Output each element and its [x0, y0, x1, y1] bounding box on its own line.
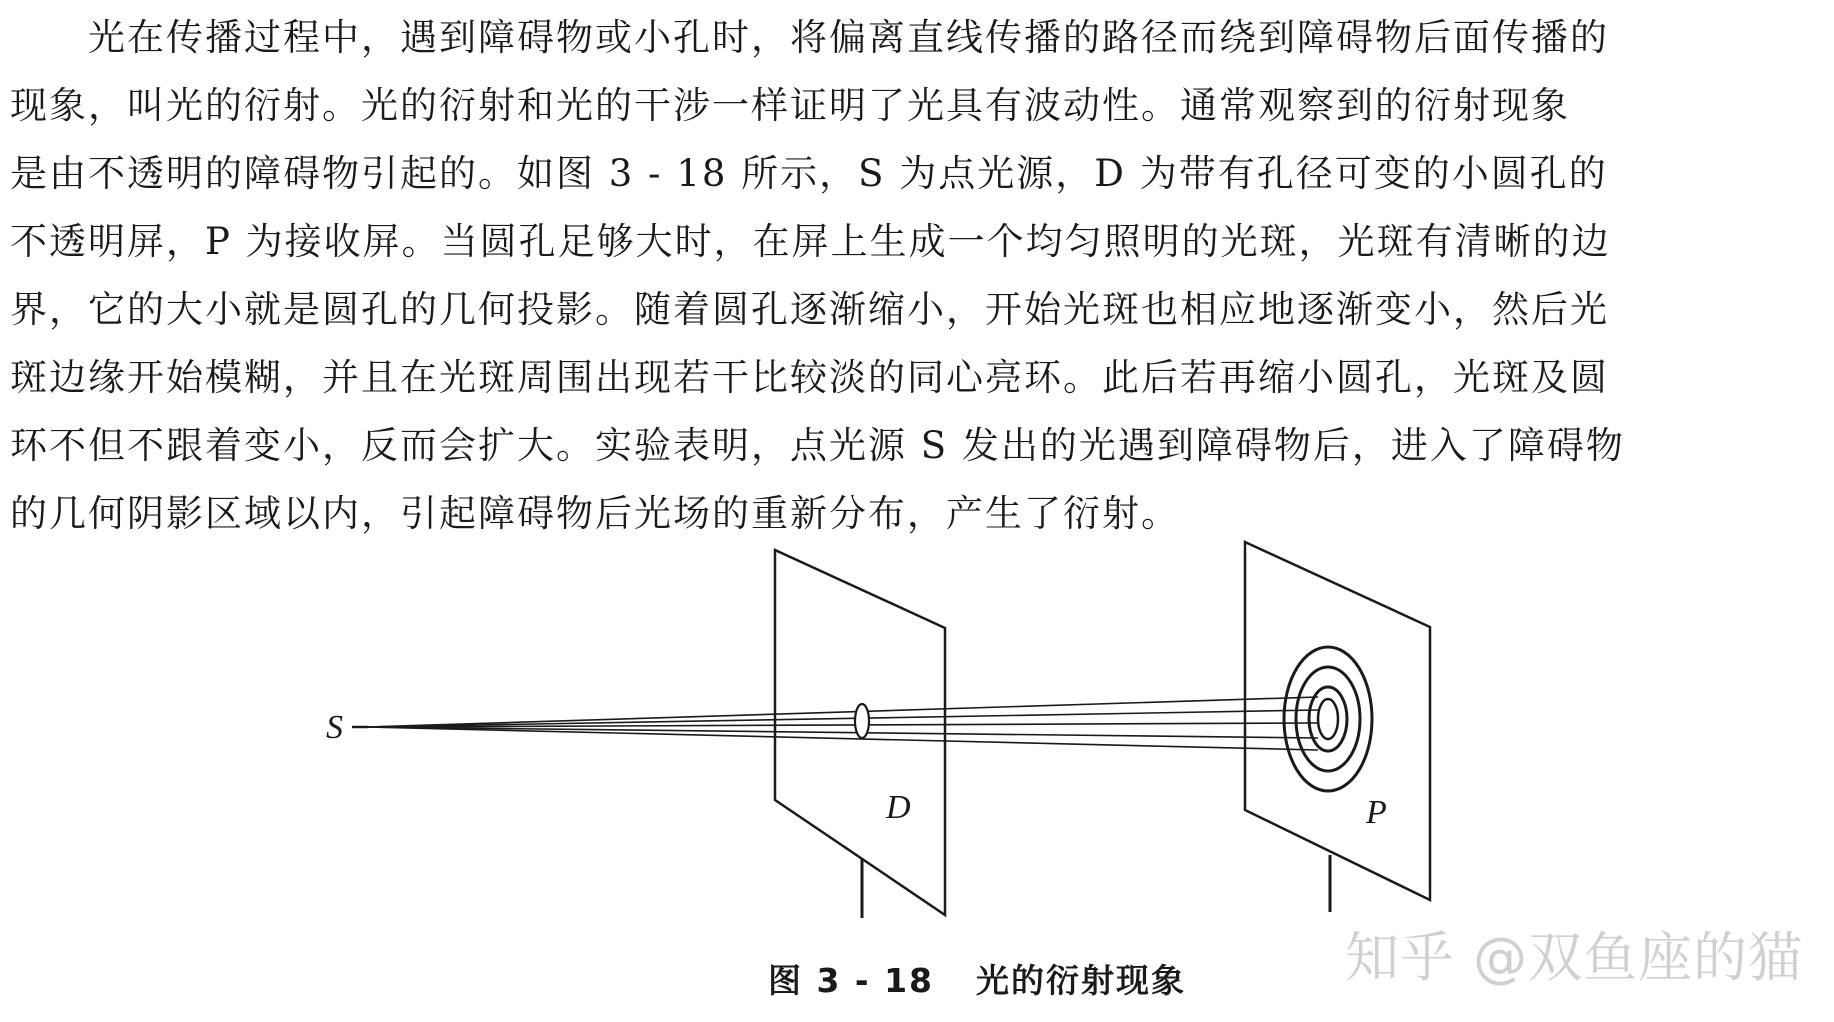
receiving-screen-label: P — [1366, 794, 1387, 831]
paragraph-line: 现象，叫光的衍射。光的衍射和光的干涉一样证明了光具有波动性。通常观察到的衍射现象 — [10, 84, 1570, 127]
aperture-hole — [855, 704, 869, 738]
paragraph-line: 界，它的大小就是圆孔的几何投影。随着圆孔逐渐缩小，开始光斑也相应地逐渐变小，然后光 — [10, 288, 1609, 331]
watermark: 知乎 @双鱼座的猫 — [1345, 926, 1804, 989]
paragraph-line: 的几何阴影区域以内，引起障碍物后光场的重新分布，产生了衍射。 — [10, 492, 1180, 535]
paragraph-line: 不透明屏，P 为接收屏。当圆孔足够大时，在屏上生成一个均匀照明的光斑，光斑有清晰的边 — [10, 220, 1611, 263]
aperture-screen-label: D — [886, 789, 911, 826]
paragraph-line: 环不但不跟着变小，反而会扩大。实验表明，点光源 S 发出的光遇到障碍物后，进入了障碍物 — [10, 424, 1625, 467]
paragraph-line: 是由不透明的障碍物引起的。如图 3 - 18 所示，S 为点光源，D 为带有孔径可变的小圆孔的 — [10, 152, 1608, 195]
central-bright-spot — [1318, 699, 1338, 739]
figure-title: 光的衍射现象 — [976, 961, 1187, 1000]
figure-number: 图 3 - 18 — [767, 961, 935, 1000]
source-label: S — [326, 709, 343, 746]
paragraph-line: 光在传播过程中，遇到障碍物或小孔时，将偏离直线传播的路径而绕到障碍物后面传播的 — [10, 16, 1609, 59]
paragraph-line: 斑边缘开始模糊，并且在光斑周围出现若干比较淡的同心亮环。此后若再缩小圆孔，光斑及圆 — [10, 356, 1609, 399]
